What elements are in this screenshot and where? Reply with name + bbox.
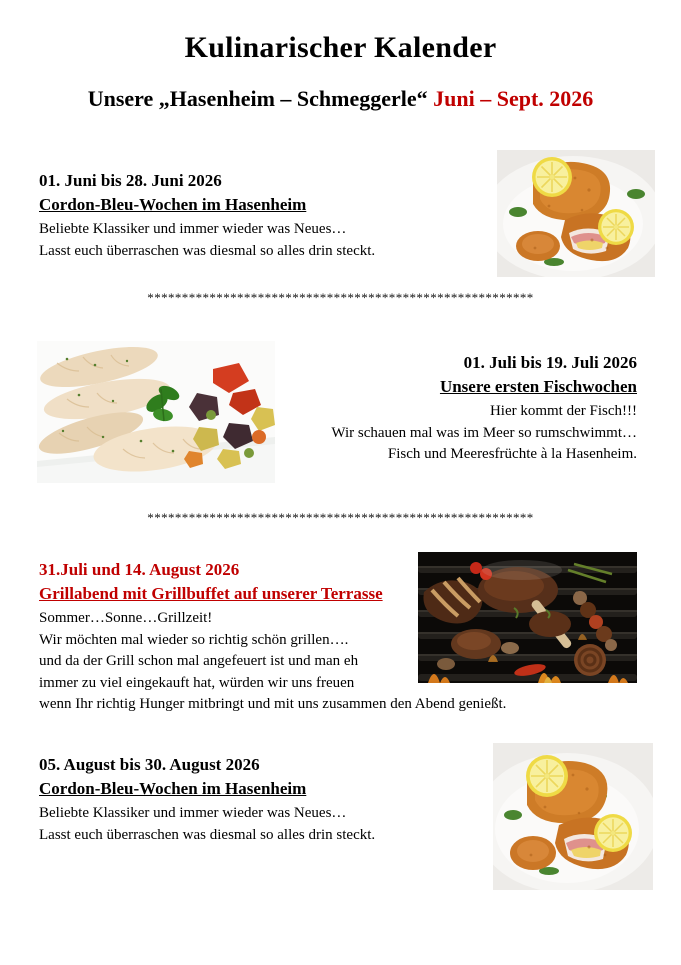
cordon-bleu-photo [493, 743, 653, 890]
asterisk-separator: ******************************************************** [147, 290, 534, 305]
lemon-slice [594, 814, 632, 852]
section-date: 01. Juni bis 28. Juni 2026 [39, 171, 222, 190]
section-title: Grillabend mit Grillbuffet auf unserer Terrasse [39, 584, 383, 603]
section-date: 31.Juli und 14. August 2026 [39, 560, 240, 579]
lemon-slice [532, 157, 572, 197]
section-text-line: Hier kommt der Fisch!!! [489, 403, 637, 419]
subtitle-black-part: Unsere „Hasenheim – Schmeggerle“ [87, 86, 434, 111]
cordon-bleu-photo [497, 150, 655, 277]
asterisk-separator: ******************************************************** [147, 510, 534, 525]
cordon-bleu-photo [497, 150, 655, 277]
section-text-line: Lasst euch überraschen was diesmal so alles drin steckt. [39, 826, 376, 843]
sausage-spiral [574, 644, 606, 676]
section-title: Cordon-Bleu-Wochen im Hasenheim [39, 779, 307, 798]
section-text-line: und da der Grill schon mal angefeuert ist und man eh [39, 653, 359, 669]
page-title: Kulinarischer Kalender [184, 31, 497, 64]
section-title: Cordon-Bleu-Wochen im Hasenheim [39, 195, 307, 214]
cordon-bleu-photo [493, 743, 653, 890]
section-june [39, 169, 375, 262]
grill-photo [418, 552, 637, 683]
section-text-line: Beliebte Klassiker und immer wieder was Neues… [39, 221, 347, 237]
page-subtitle [0, 86, 681, 112]
section-july [331, 351, 637, 466]
section-august [39, 753, 375, 846]
section-text-line: Lasst euch überraschen was diesmal so alles drin steckt. [39, 242, 376, 259]
fish-photo [37, 341, 275, 483]
section-text-line: Wir schauen mal was im Meer so rumschwimmt… [331, 424, 637, 441]
lemon-slice [526, 755, 568, 797]
subtitle-red-part: Juni – Sept. 2026 [433, 86, 594, 111]
section-date: 05. August bis 30. August 2026 [39, 755, 260, 774]
section-text-line: immer zu viel eingekauft hat, würden wir uns freuen [39, 674, 355, 691]
section-title: Unsere ersten Fischwochen [439, 377, 637, 396]
section-text-line: Sommer…Sonne…Grillzeit! [39, 610, 213, 626]
grill-photo [418, 552, 637, 683]
section-text-line: Fisch und Meeresfrüchte à la Hasenheim. [387, 446, 637, 462]
lemon-slice [598, 209, 634, 245]
section-date: 01. Juli bis 19. Juli 2026 [463, 353, 637, 372]
section-text-line: wenn Ihr richtig Hunger mitbringt und mit uns zusammen den Abend genießt. [39, 696, 507, 712]
section-text-line: Beliebte Klassiker und immer wieder was Neues… [39, 805, 347, 821]
section-text-line: Wir möchten mal wieder so richtig schön grillen…. [39, 631, 349, 648]
fish-photo [37, 341, 275, 483]
